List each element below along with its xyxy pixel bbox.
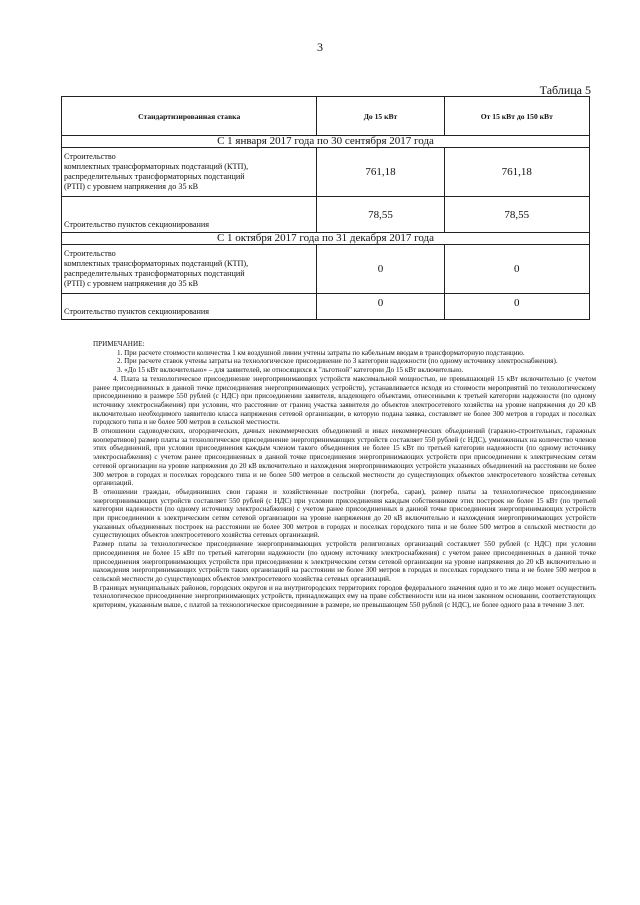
period-row (62, 136, 590, 148)
period-label: С 1 января 2017 года по 30 сентября 2017 года (62, 136, 590, 148)
table-caption: Таблица 5 (539, 83, 591, 97)
row-value-15-150kw: 78,55 (444, 197, 589, 233)
note-item: 4. Плата за технологическое присоединение энергопринимающих устройств максимальной мощностью, не превышающей 15 кВт включительно (с учетом ранее присоединенных в данной точке присоединения энергопринимающих устройств), устанавливается исходя из стоимости мероприятий по технологическому присоединению в размере 550 рублей (с НДС) при присоединении заявителя, владеющего объектами, отнесенными к третьей категории надежности (по одному источнику электроснабжения) при условии, что расстояние от границ участка заявителя до объектов электросетевого хозяйства на уровне напряжения до 20 кВ включительно необходимого заявителю класса напряжения сетевой организации, в которую подана заявка, составляет не более 300 метров в городах и поселках городского типа и не более 500 метров в сельской местности. (93, 374, 596, 427)
row-value-15-150kw: 0 (444, 245, 589, 294)
table-row (62, 245, 590, 294)
note-paragraph: Размер платы за технологическое присоединение энергопринимающих устройств религиозных организаций составляет 550 рублей (с НДС) при условии присоединения не более 15 кВт по третьей категории надежности (по одному источнику электроснабжения) с учетом ранее присоединенных в данной точке присоединения энергопринимающих устройств при присоединении к электрическим сетям сетевой организации на уровне напряжения до 20 кВ включительно и нахождения энергопринимающих устройств таких организаций на расстоянии не более 300 метров в городах и поселках городского типа и не более 500 метров в сельской местности до существующих объектов электросетевого хозяйства сетевых организаций. (93, 540, 596, 583)
notes-section (93, 340, 596, 610)
header-15-150kw: От 15 кВт до 150 кВт (444, 97, 589, 136)
row-name: Строительство пунктов секционирования (62, 294, 317, 320)
note-item: 2. При расчете ставок учтены затраты на технологическое присоединение по 3 категории надежности (по одному источнику электроснабжения). (117, 357, 558, 366)
note-paragraph: В отношении граждан, объединивших свои гаражи и хозяйственные постройки (погреба, сараи), размер платы за технологическое присоединение энергопринимающих устройств составляет 550 рублей (с НДС) при условии присоединения каждым собственником этих построек не более 15 кВт (по третьей категории надежности (по одному источнику электроснабжения) с учетом ранее присоединенных в данной точке присоединения энергопринимающих устройств при присоединении к электрическим сетям сетевой организации на уровне напряжения до 20 кВ включительно и нахождения энергопринимающих устройств указанных объединенных построек на расстоянии не более 300 метров в городах и поселках городского типа и не более 500 метров в сельской местности до существующих объектов электросетевого хозяйства сетевых организаций. (93, 487, 596, 540)
row-name (62, 245, 317, 294)
period-row (62, 233, 590, 245)
notes-list (93, 349, 596, 427)
note-paragraph: В границах муниципальных районов, городских округов и на внутригородских территориях городов федерального значения одно и то же лицо может осуществить технологическое присоединение энергопринимающих устройств, принадлежащих ему на праве собственности или на ином законном основании, соответствующих критериям, указанным выше, с платой за технологическое присоединение в размере, не превышающем 550 рублей (с НДС), не более одного раза в течение 3 лет. (93, 583, 596, 610)
row-value-15-150kw: 761,18 (444, 148, 589, 197)
row-value-15-150kw: 0 (444, 294, 589, 320)
table-row (62, 197, 590, 233)
period-label: С 1 октября 2017 года по 31 декабря 2017 года (62, 233, 590, 245)
row-value-upto-15kw: 0 (317, 294, 444, 320)
row-value-upto-15kw: 78,55 (317, 197, 444, 233)
header-upto-15kw: До 15 кВт (317, 97, 444, 136)
row-name-text: Строительство комплектных трансформаторных подстанций (КТП), распределительных трансформаторных подстанций (РТП) с уровнем напряжения до 35 кВ (64, 151, 249, 192)
note-item: 3. «До 15 кВт включительно» – для заявителей, не относящихся к "льготной" категории До 15 кВт включительно. (117, 366, 464, 375)
table-row (62, 294, 590, 320)
row-name: Строительство пунктов секционирования (62, 197, 317, 233)
row-value-upto-15kw: 0 (317, 245, 444, 294)
notes-heading: ПРИМЕЧАНИЕ: (93, 340, 145, 348)
note-item: 1. При расчете стоимости количества 1 км воздушной линии учтены затраты по кабельным вводам в трансформаторную подстанцию. (117, 348, 525, 357)
page-number: 3 (317, 40, 323, 54)
row-name (62, 148, 317, 197)
table-row (62, 148, 590, 197)
row-value-upto-15kw: 761,18 (317, 148, 444, 197)
tariff-table (61, 96, 590, 320)
header-rate: Стандартизированная ставка (62, 97, 317, 136)
row-name-text: Строительство комплектных трансформаторных подстанций (КТП), распределительных трансформаторных подстанций (РТП) с уровнем напряжения до 35 кВ (64, 248, 249, 289)
note-paragraph: В отношении садоводческих, огороднических, дачных некоммерческих объединений и иных некоммерческих объединений (гаражно-строительных, гаражных кооперативов) размер платы за технологическое присоединение энергопринимающих устройств составляет 550 рублей (с НДС), умноженных на количество членов этих объединений, при условии присоединения каждым членом такого объединения не более 15 кВт по третьей категории надежности (по одному источнику электроснабжения) с учетом ранее присоединенных в данной точке присоединения энергопринимающих устройств при присоединении к электрическим сетям сетевой организации на уровне напряжения до 20 кВ включительно и нахождения энергопринимающих устройств указанных объединений на расстоянии не более 300 метров в городах и поселках городского типа и не более 500 метров в сельской местности до существующих объектов электросетевого хозяйства сетевых организаций. (93, 427, 596, 488)
table-header-row (62, 97, 590, 136)
